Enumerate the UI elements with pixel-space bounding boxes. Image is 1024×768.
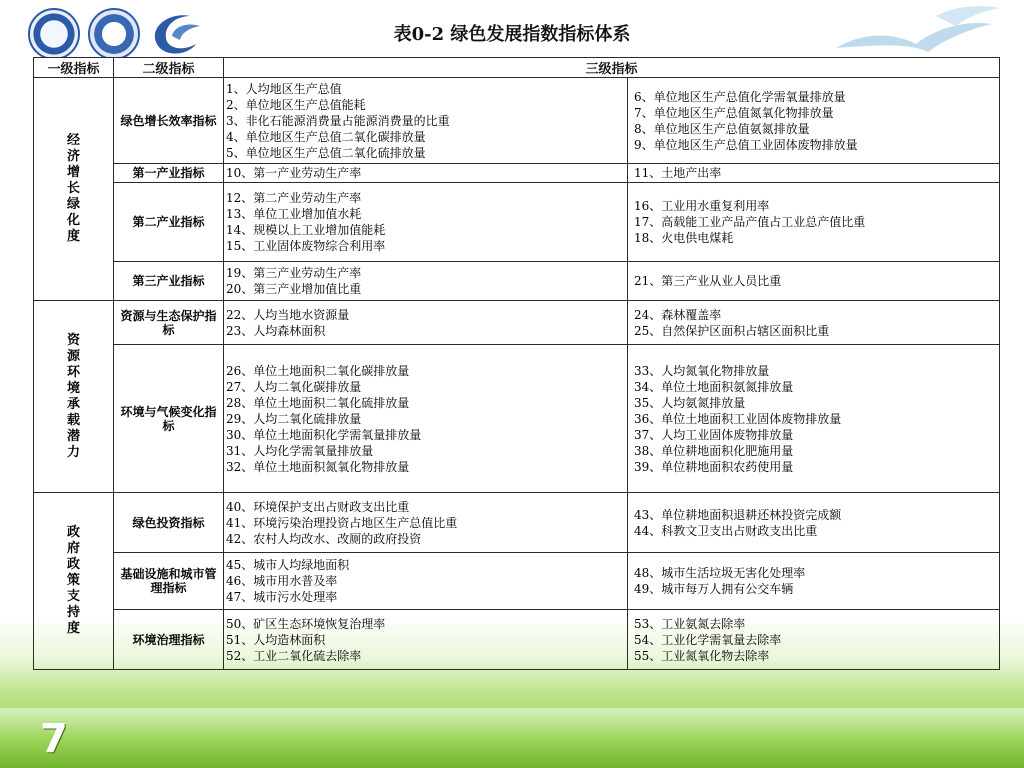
indicator-item: 7、单位地区生产总值氮氧化物排放量 bbox=[634, 105, 834, 120]
indicator-item: 52、工业二氧化硫去除率 bbox=[226, 648, 362, 663]
indicator-item: 39、单位耕地面积农药使用量 bbox=[634, 459, 794, 474]
indicator-item: 54、工业化学需氧量去除率 bbox=[634, 632, 782, 647]
indicator-item: 18、火电供电煤耗 bbox=[634, 231, 734, 245]
grass-decoration bbox=[0, 708, 1024, 768]
table-row bbox=[34, 610, 1000, 670]
indicator-item: 36、单位土地面积工业固体废物排放量 bbox=[634, 411, 842, 426]
level3-right-cell bbox=[628, 262, 1000, 301]
indicator-item: 21、第三产业从业人员比重 bbox=[634, 274, 782, 288]
level2-cell: 资源与生态保护指标 bbox=[114, 301, 224, 345]
level3-left-cell bbox=[224, 301, 628, 345]
level2-cell: 第二产业指标 bbox=[114, 183, 224, 262]
indicator-item: 13、单位工业增加值水耗 bbox=[226, 207, 362, 221]
level2-cell: 环境治理指标 bbox=[114, 610, 224, 670]
indicator-item: 55、工业氮氧化物去除率 bbox=[634, 648, 770, 663]
indicator-item: 35、人均氨氮排放量 bbox=[634, 395, 746, 410]
level3-right-cell bbox=[628, 553, 1000, 610]
indicator-item: 43、单位耕地面积退耕还林投资完成额 bbox=[634, 507, 842, 522]
indicator-item: 33、人均氮氧化物排放量 bbox=[634, 363, 770, 378]
level2-cell: 第三产业指标 bbox=[114, 262, 224, 301]
indicator-item: 2、单位地区生产总值能耗 bbox=[226, 97, 366, 112]
level3-right-cell bbox=[628, 345, 1000, 493]
indicator-item: 27、人均二氧化碳排放量 bbox=[226, 379, 362, 394]
indicator-item: 25、自然保护区面积占辖区面积比重 bbox=[634, 323, 830, 338]
indicator-item: 12、第二产业劳动生产率 bbox=[226, 191, 362, 205]
indicator-item: 19、第三产业劳动生产率 bbox=[226, 266, 362, 280]
page-number: 7 bbox=[40, 716, 68, 762]
indicator-item: 37、人均工业固体废物排放量 bbox=[634, 427, 794, 442]
indicator-item: 29、人均二氧化硫排放量 bbox=[226, 411, 362, 426]
indicator-item: 26、单位土地面积二氧化碳排放量 bbox=[226, 363, 410, 378]
level1-label: 资源环境承载潜力 bbox=[66, 332, 80, 460]
page-title: 表0-2 绿色发展指数指标体系 bbox=[393, 24, 631, 45]
level3-right-cell bbox=[628, 164, 1000, 183]
indicator-item: 31、人均化学需氧量排放量 bbox=[226, 443, 374, 458]
level2-cell: 绿色增长效率指标 bbox=[114, 78, 224, 164]
level1-label: 经济增长绿化度 bbox=[66, 133, 80, 244]
header-level1: 一级指标 bbox=[34, 58, 114, 78]
indicator-item: 47、城市污水处理率 bbox=[226, 590, 338, 604]
indicator-item: 49、城市每万人拥有公交车辆 bbox=[634, 582, 794, 596]
level1-label: 政府政策支持度 bbox=[66, 525, 80, 636]
indicator-item: 22、人均当地水资源量 bbox=[226, 307, 350, 322]
indicator-item: 17、高载能工业产品产值占工业总产值比重 bbox=[634, 215, 866, 229]
level3-left-cell bbox=[224, 493, 628, 553]
table-row bbox=[34, 345, 1000, 493]
header-level2: 二级指标 bbox=[114, 58, 224, 78]
level2-cell: 基础设施和城市管理指标 bbox=[114, 553, 224, 610]
indicator-item: 16、工业用水重复利用率 bbox=[634, 199, 770, 213]
indicator-table-wrap bbox=[33, 57, 999, 670]
indicator-item: 4、单位地区生产总值二氧化碳排放量 bbox=[226, 129, 426, 144]
header-row bbox=[34, 58, 1000, 78]
indicator-item: 11、土地产出率 bbox=[634, 166, 722, 180]
indicator-item: 6、单位地区生产总值化学需氧量排放量 bbox=[634, 89, 846, 104]
table-row bbox=[34, 183, 1000, 262]
indicator-item: 9、单位地区生产总值工业固体废物排放量 bbox=[634, 137, 858, 152]
indicator-item: 3、非化石能源消费量占能源消费量的比重 bbox=[226, 113, 450, 128]
level3-left-cell bbox=[224, 78, 628, 164]
level3-right-cell bbox=[628, 493, 1000, 553]
indicator-item: 46、城市用水普及率 bbox=[226, 574, 338, 588]
level3-left-cell bbox=[224, 183, 628, 262]
indicator-item: 14、规模以上工业增加值能耗 bbox=[226, 223, 386, 237]
level3-right-cell bbox=[628, 301, 1000, 345]
indicator-item: 28、单位土地面积二氧化硫排放量 bbox=[226, 395, 410, 410]
indicator-item: 20、第三产业增加值比重 bbox=[226, 282, 362, 296]
level2-cell: 第一产业指标 bbox=[114, 164, 224, 183]
indicator-item: 40、环境保护支出占财政支出比重 bbox=[226, 499, 410, 514]
level1-cell bbox=[34, 78, 114, 301]
indicator-item: 8、单位地区生产总值氨氮排放量 bbox=[634, 121, 810, 136]
indicator-table bbox=[33, 57, 1000, 670]
level3-left-cell bbox=[224, 553, 628, 610]
level2-cell: 环境与气候变化指标 bbox=[114, 345, 224, 493]
level3-right-cell bbox=[628, 183, 1000, 262]
indicator-item: 23、人均森林面积 bbox=[226, 323, 326, 338]
indicator-item: 41、环境污染治理投资占地区生产总值比重 bbox=[226, 515, 458, 530]
level2-cell: 绿色投资指标 bbox=[114, 493, 224, 553]
indicator-item: 44、科教文卫支出占财政支出比重 bbox=[634, 523, 818, 538]
table-row bbox=[34, 553, 1000, 610]
indicator-item: 50、矿区生态环境恢复治理率 bbox=[226, 616, 386, 631]
indicator-item: 34、单位土地面积氨氮排放量 bbox=[634, 379, 794, 394]
indicator-item: 5、单位地区生产总值二氧化硫排放量 bbox=[226, 145, 426, 160]
indicator-item: 45、城市人均绿地面积 bbox=[226, 558, 350, 572]
table-row bbox=[34, 164, 1000, 183]
indicator-item: 32、单位土地面积氮氧化物排放量 bbox=[226, 459, 410, 474]
level3-left-cell bbox=[224, 262, 628, 301]
table-row bbox=[34, 262, 1000, 301]
indicator-item: 38、单位耕地面积化肥施用量 bbox=[634, 443, 794, 458]
header-level3: 三级指标 bbox=[224, 58, 1000, 78]
level1-cell bbox=[34, 301, 114, 493]
level3-right-cell bbox=[628, 610, 1000, 670]
indicator-item: 24、森林覆盖率 bbox=[634, 307, 722, 322]
indicator-item: 51、人均造林面积 bbox=[226, 632, 326, 647]
indicator-item: 42、农村人均改水、改厕的政府投资 bbox=[226, 531, 422, 546]
level3-left-cell bbox=[224, 164, 628, 183]
indicator-item: 48、城市生活垃圾无害化处理率 bbox=[634, 566, 806, 580]
level3-right-cell bbox=[628, 78, 1000, 164]
table-row bbox=[34, 301, 1000, 345]
indicator-item: 30、单位土地面积化学需氧量排放量 bbox=[226, 427, 422, 442]
table-row bbox=[34, 493, 1000, 553]
level3-left-cell bbox=[224, 610, 628, 670]
table-row bbox=[34, 78, 1000, 164]
table-body bbox=[34, 78, 1000, 670]
indicator-item: 10、第一产业劳动生产率 bbox=[226, 166, 362, 180]
indicator-item: 15、工业固体废物综合利用率 bbox=[226, 239, 386, 253]
level1-cell bbox=[34, 493, 114, 670]
indicator-item: 53、工业氨氮去除率 bbox=[634, 616, 746, 631]
level3-left-cell bbox=[224, 345, 628, 493]
indicator-item: 1、人均地区生产总值 bbox=[226, 81, 342, 96]
